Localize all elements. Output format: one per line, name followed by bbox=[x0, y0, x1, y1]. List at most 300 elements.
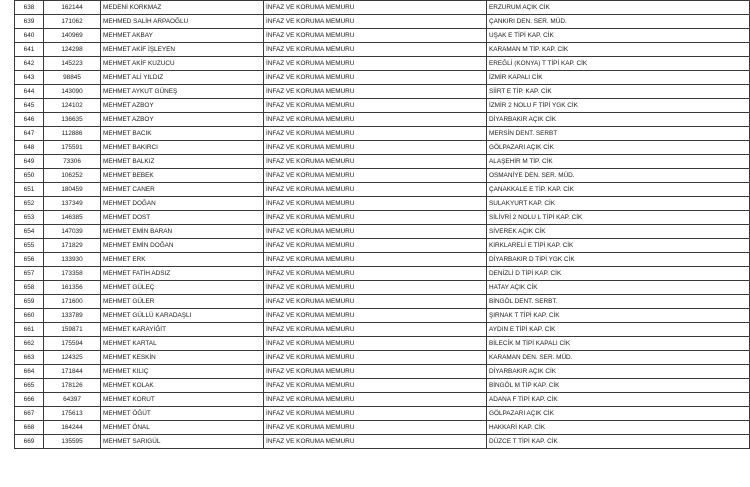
job-title: İNFAZ VE KORUMA MEMURU bbox=[266, 46, 355, 53]
row-number-cell bbox=[15, 141, 44, 155]
full-name-cell bbox=[101, 323, 264, 337]
registry-number-cell bbox=[44, 281, 101, 295]
full-name: MEHMET EMİN DOĞAN bbox=[103, 242, 174, 249]
full-name-cell bbox=[101, 99, 264, 113]
full-name: MEHMET ÖĞÜT bbox=[103, 410, 151, 417]
institution-cell bbox=[487, 29, 750, 43]
table-row bbox=[15, 365, 750, 379]
row-number-cell bbox=[15, 323, 44, 337]
registry-number: 106252 bbox=[61, 172, 83, 179]
full-name: MEHMET AYKUT GÜNEŞ bbox=[103, 88, 178, 95]
institution: HAKKARİ KAP. CİK bbox=[489, 424, 545, 431]
row-number: 655 bbox=[23, 242, 35, 249]
full-name-cell bbox=[101, 71, 264, 85]
row-number: 658 bbox=[23, 284, 35, 291]
institution: BİNGÖL DENT. SERBT. bbox=[489, 298, 558, 305]
row-number: 647 bbox=[23, 130, 35, 137]
job-title-cell bbox=[264, 337, 487, 351]
full-name: MEHMET GÜLEÇ bbox=[103, 284, 155, 291]
registry-number: 124325 bbox=[61, 354, 83, 361]
table-row bbox=[15, 309, 750, 323]
row-number: 640 bbox=[23, 32, 35, 39]
job-title-cell bbox=[264, 43, 487, 57]
registry-number: 124102 bbox=[61, 102, 83, 109]
job-title: İNFAZ VE KORUMA MEMURU bbox=[266, 88, 355, 95]
job-title-cell bbox=[264, 1, 487, 15]
registry-number: 133930 bbox=[61, 256, 83, 263]
institution: DÜZCE T TİPİ KAP. CİK bbox=[489, 438, 558, 445]
registry-number-cell bbox=[44, 267, 101, 281]
row-number-cell bbox=[15, 309, 44, 323]
institution: KARAMAN DEN. SER. MÜD. bbox=[489, 354, 573, 361]
job-title: İNFAZ VE KORUMA MEMURU bbox=[266, 438, 355, 445]
full-name: MEHMET AKİF İŞLEYEN bbox=[103, 46, 175, 53]
row-number: 667 bbox=[23, 410, 35, 417]
institution-cell bbox=[487, 99, 750, 113]
registry-number: 175591 bbox=[61, 144, 83, 151]
row-number: 645 bbox=[23, 102, 35, 109]
registry-number: 175594 bbox=[61, 340, 83, 347]
job-title-cell bbox=[264, 57, 487, 71]
row-number: 662 bbox=[23, 340, 35, 347]
row-number: 642 bbox=[23, 60, 35, 67]
full-name-cell bbox=[101, 337, 264, 351]
registry-number-cell bbox=[44, 379, 101, 393]
institution-cell bbox=[487, 351, 750, 365]
row-number-cell bbox=[15, 379, 44, 393]
registry-number: 173358 bbox=[61, 270, 83, 277]
institution: SULAKYURT KAP. CİK bbox=[489, 200, 556, 207]
registry-number: 180459 bbox=[61, 186, 83, 193]
institution: GÖLPAZARI AÇIK CİK bbox=[489, 410, 554, 417]
full-name: MEHMET CANER bbox=[103, 186, 155, 193]
job-title-cell bbox=[264, 71, 487, 85]
registry-number: 178126 bbox=[61, 382, 83, 389]
registry-number-cell bbox=[44, 43, 101, 57]
job-title-cell bbox=[264, 183, 487, 197]
registry-number-cell bbox=[44, 309, 101, 323]
full-name-cell bbox=[101, 29, 264, 43]
institution-cell bbox=[487, 1, 750, 15]
job-title-cell bbox=[264, 99, 487, 113]
registry-number-cell bbox=[44, 435, 101, 449]
registry-number-cell bbox=[44, 71, 101, 85]
institution-cell bbox=[487, 15, 750, 29]
institution-cell bbox=[487, 197, 750, 211]
job-title: İNFAZ VE KORUMA MEMURU bbox=[266, 368, 355, 375]
row-number: 661 bbox=[23, 326, 35, 333]
table-row bbox=[15, 141, 750, 155]
registry-number: 159871 bbox=[61, 326, 83, 333]
row-number: 665 bbox=[23, 382, 35, 389]
row-number: 664 bbox=[23, 368, 35, 375]
institution-cell bbox=[487, 267, 750, 281]
full-name-cell bbox=[101, 141, 264, 155]
row-number-cell bbox=[15, 43, 44, 57]
job-title: İNFAZ VE KORUMA MEMURU bbox=[266, 256, 355, 263]
row-number-cell bbox=[15, 253, 44, 267]
personnel-table bbox=[14, 0, 750, 449]
full-name: MEHMET FATİH ADSIZ bbox=[103, 270, 171, 277]
registry-number-cell bbox=[44, 295, 101, 309]
job-title: İNFAZ VE KORUMA MEMURU bbox=[266, 242, 355, 249]
full-name: MEHMET AZBOY bbox=[103, 102, 154, 109]
job-title: İNFAZ VE KORUMA MEMURU bbox=[266, 312, 355, 319]
job-title-cell bbox=[264, 155, 487, 169]
row-number: 666 bbox=[23, 396, 35, 403]
institution-cell bbox=[487, 141, 750, 155]
institution-cell bbox=[487, 379, 750, 393]
table-row bbox=[15, 1, 750, 15]
job-title-cell bbox=[264, 309, 487, 323]
full-name: MEHMET DOST bbox=[103, 214, 151, 221]
row-number-cell bbox=[15, 211, 44, 225]
registry-number: 124298 bbox=[61, 46, 83, 53]
job-title: İNFAZ VE KORUMA MEMURU bbox=[266, 116, 355, 123]
full-name: MEHMET KARAYİĞİT bbox=[103, 326, 166, 333]
full-name-cell bbox=[101, 197, 264, 211]
registry-number-cell bbox=[44, 85, 101, 99]
job-title: İNFAZ VE KORUMA MEMURU bbox=[266, 200, 355, 207]
institution-cell bbox=[487, 421, 750, 435]
table-row bbox=[15, 351, 750, 365]
institution: ERZURUM AÇIK CİK bbox=[489, 4, 550, 11]
full-name: MEHMET DOĞAN bbox=[103, 200, 156, 207]
institution-cell bbox=[487, 393, 750, 407]
full-name-cell bbox=[101, 295, 264, 309]
job-title: İNFAZ VE KORUMA MEMURU bbox=[266, 4, 355, 11]
registry-number-cell bbox=[44, 141, 101, 155]
full-name: MEHMET KORUT bbox=[103, 396, 155, 403]
full-name: MEHMET KILIÇ bbox=[103, 368, 149, 375]
institution: ADANA F TİPİ KAP. CİK bbox=[489, 396, 558, 403]
row-number-cell bbox=[15, 393, 44, 407]
table-row bbox=[15, 15, 750, 29]
row-number: 649 bbox=[23, 158, 35, 165]
full-name-cell bbox=[101, 1, 264, 15]
document-page bbox=[14, 0, 744, 470]
registry-number: 136635 bbox=[61, 116, 83, 123]
full-name: MEHMET BEBEK bbox=[103, 172, 154, 179]
job-title: İNFAZ VE KORUMA MEMURU bbox=[266, 326, 355, 333]
row-number-cell bbox=[15, 183, 44, 197]
institution: İZMİR 2 NOLU F TİPİ YGK CİK bbox=[489, 102, 578, 109]
job-title: İNFAZ VE KORUMA MEMURU bbox=[266, 102, 355, 109]
registry-number-cell bbox=[44, 239, 101, 253]
table-row bbox=[15, 71, 750, 85]
job-title-cell bbox=[264, 281, 487, 295]
job-title-cell bbox=[264, 239, 487, 253]
row-number-cell bbox=[15, 421, 44, 435]
full-name: MEHMET GÜLLÜ KARADAŞLI bbox=[103, 312, 192, 319]
job-title-cell bbox=[264, 85, 487, 99]
institution-cell bbox=[487, 169, 750, 183]
row-number-cell bbox=[15, 267, 44, 281]
job-title-cell bbox=[264, 407, 487, 421]
institution: BİLECİK M TİPİ KAPALI CİK bbox=[489, 340, 571, 347]
registry-number-cell bbox=[44, 1, 101, 15]
full-name: MEHMET KESKİN bbox=[103, 354, 156, 361]
job-title-cell bbox=[264, 365, 487, 379]
row-number-cell bbox=[15, 113, 44, 127]
institution-cell bbox=[487, 309, 750, 323]
table-row bbox=[15, 253, 750, 267]
job-title: İNFAZ VE KORUMA MEMURU bbox=[266, 172, 355, 179]
table-row bbox=[15, 337, 750, 351]
institution: DİYARBAKIR AÇIK CİK bbox=[489, 116, 557, 123]
row-number: 646 bbox=[23, 116, 35, 123]
full-name-cell bbox=[101, 43, 264, 57]
job-title: İNFAZ VE KORUMA MEMURU bbox=[266, 410, 355, 417]
registry-number-cell bbox=[44, 225, 101, 239]
full-name: MEHMET AZBOY bbox=[103, 116, 154, 123]
full-name: MEHMET KARTAL bbox=[103, 340, 157, 347]
table-row bbox=[15, 29, 750, 43]
job-title: İNFAZ VE KORUMA MEMURU bbox=[266, 284, 355, 291]
full-name: MEHMET AKİF KUZUCU bbox=[103, 60, 175, 67]
job-title: İNFAZ VE KORUMA MEMURU bbox=[266, 32, 355, 39]
job-title-cell bbox=[264, 421, 487, 435]
table-body bbox=[15, 1, 750, 449]
full-name-cell bbox=[101, 379, 264, 393]
registry-number-cell bbox=[44, 183, 101, 197]
institution-cell bbox=[487, 43, 750, 57]
table-row bbox=[15, 57, 750, 71]
full-name: MEHMET BAKIRCI bbox=[103, 144, 158, 151]
row-number-cell bbox=[15, 337, 44, 351]
job-title: İNFAZ VE KORUMA MEMURU bbox=[266, 354, 355, 361]
row-number: 639 bbox=[23, 18, 35, 25]
job-title-cell bbox=[264, 113, 487, 127]
job-title: İNFAZ VE KORUMA MEMURU bbox=[266, 186, 355, 193]
job-title-cell bbox=[264, 197, 487, 211]
job-title-cell bbox=[264, 323, 487, 337]
job-title: İNFAZ VE KORUMA MEMURU bbox=[266, 60, 355, 67]
job-title-cell bbox=[264, 253, 487, 267]
job-title: İNFAZ VE KORUMA MEMURU bbox=[266, 144, 355, 151]
institution-cell bbox=[487, 211, 750, 225]
institution-cell bbox=[487, 337, 750, 351]
row-number: 654 bbox=[23, 228, 35, 235]
table-row bbox=[15, 127, 750, 141]
registry-number-cell bbox=[44, 421, 101, 435]
row-number: 657 bbox=[23, 270, 35, 277]
registry-number: 171844 bbox=[61, 368, 83, 375]
registry-number-cell bbox=[44, 393, 101, 407]
row-number: 644 bbox=[23, 88, 35, 95]
row-number-cell bbox=[15, 295, 44, 309]
institution: SİVEREK AÇIK CİK bbox=[489, 228, 546, 235]
full-name-cell bbox=[101, 155, 264, 169]
registry-number-cell bbox=[44, 323, 101, 337]
registry-number: 171600 bbox=[61, 298, 83, 305]
registry-number-cell bbox=[44, 57, 101, 71]
full-name: MEHMET ALİ YILDIZ bbox=[103, 74, 164, 81]
job-title: İNFAZ VE KORUMA MEMURU bbox=[266, 228, 355, 235]
registry-number: 162144 bbox=[61, 4, 83, 11]
full-name-cell bbox=[101, 393, 264, 407]
full-name: MEHMET GÜLER bbox=[103, 298, 155, 305]
full-name: MEHMET ERK bbox=[103, 256, 146, 263]
table-row bbox=[15, 239, 750, 253]
job-title: İNFAZ VE KORUMA MEMURU bbox=[266, 214, 355, 221]
table-row bbox=[15, 85, 750, 99]
full-name-cell bbox=[101, 85, 264, 99]
full-name-cell bbox=[101, 365, 264, 379]
table-row bbox=[15, 379, 750, 393]
registry-number: 140969 bbox=[61, 32, 83, 39]
job-title: İNFAZ VE KORUMA MEMURU bbox=[266, 74, 355, 81]
full-name: MEHMET BACIK bbox=[103, 130, 152, 137]
institution-cell bbox=[487, 113, 750, 127]
row-number: 650 bbox=[23, 172, 35, 179]
registry-number: 171829 bbox=[61, 242, 83, 249]
full-name: MEHMET EMİN BARAN bbox=[103, 228, 173, 235]
row-number-cell bbox=[15, 365, 44, 379]
full-name: MEHMET KOLAK bbox=[103, 382, 154, 389]
job-title: İNFAZ VE KORUMA MEMURU bbox=[266, 158, 355, 165]
job-title-cell bbox=[264, 169, 487, 183]
row-number: 648 bbox=[23, 144, 35, 151]
full-name: MEHMET SARIGÜL bbox=[103, 438, 161, 445]
job-title: İNFAZ VE KORUMA MEMURU bbox=[266, 424, 355, 431]
table-row bbox=[15, 211, 750, 225]
institution: ÇANKIRI DEN. SER. MÜD. bbox=[489, 18, 567, 25]
row-number-cell bbox=[15, 57, 44, 71]
job-title-cell bbox=[264, 29, 487, 43]
full-name-cell bbox=[101, 239, 264, 253]
row-number-cell bbox=[15, 351, 44, 365]
registry-number: 98845 bbox=[63, 74, 81, 81]
institution-cell bbox=[487, 127, 750, 141]
registry-number-cell bbox=[44, 365, 101, 379]
row-number-cell bbox=[15, 127, 44, 141]
row-number: 638 bbox=[23, 4, 35, 11]
job-title-cell bbox=[264, 393, 487, 407]
institution-cell bbox=[487, 183, 750, 197]
job-title-cell bbox=[264, 435, 487, 449]
row-number: 643 bbox=[23, 74, 35, 81]
row-number-cell bbox=[15, 99, 44, 113]
institution: SİİRT E TİP. KAP. CİK bbox=[489, 88, 552, 95]
table-row bbox=[15, 225, 750, 239]
job-title-cell bbox=[264, 225, 487, 239]
institution: OSMANİYE DEN. SER. MÜD. bbox=[489, 172, 575, 179]
row-number-cell bbox=[15, 29, 44, 43]
row-number-cell bbox=[15, 1, 44, 15]
job-title-cell bbox=[264, 351, 487, 365]
row-number-cell bbox=[15, 281, 44, 295]
row-number: 669 bbox=[23, 438, 35, 445]
job-title: İNFAZ VE KORUMA MEMURU bbox=[266, 18, 355, 25]
row-number: 653 bbox=[23, 214, 35, 221]
institution-cell bbox=[487, 323, 750, 337]
institution-cell bbox=[487, 295, 750, 309]
registry-number: 64397 bbox=[63, 396, 81, 403]
row-number: 663 bbox=[23, 354, 35, 361]
registry-number: 145223 bbox=[61, 60, 83, 67]
institution: EREĞLİ (KONYA) T TİPİ KAP. CİK bbox=[489, 60, 588, 67]
row-number-cell bbox=[15, 407, 44, 421]
full-name-cell bbox=[101, 267, 264, 281]
registry-number-cell bbox=[44, 197, 101, 211]
job-title-cell bbox=[264, 379, 487, 393]
institution-cell bbox=[487, 71, 750, 85]
full-name-cell bbox=[101, 211, 264, 225]
registry-number-cell bbox=[44, 15, 101, 29]
job-title: İNFAZ VE KORUMA MEMURU bbox=[266, 270, 355, 277]
row-number-cell bbox=[15, 435, 44, 449]
job-title-cell bbox=[264, 267, 487, 281]
registry-number: 137349 bbox=[61, 200, 83, 207]
job-title-cell bbox=[264, 127, 487, 141]
registry-number: 171062 bbox=[61, 18, 83, 25]
full-name: MEHMET BALKIZ bbox=[103, 158, 155, 165]
registry-number: 147039 bbox=[61, 228, 83, 235]
table-row bbox=[15, 435, 750, 449]
institution-cell bbox=[487, 57, 750, 71]
row-number: 651 bbox=[23, 186, 35, 193]
row-number-cell bbox=[15, 169, 44, 183]
job-title: İNFAZ VE KORUMA MEMURU bbox=[266, 298, 355, 305]
job-title-cell bbox=[264, 211, 487, 225]
row-number: 659 bbox=[23, 298, 35, 305]
job-title: İNFAZ VE KORUMA MEMURU bbox=[266, 130, 355, 137]
row-number-cell bbox=[15, 197, 44, 211]
table-row bbox=[15, 267, 750, 281]
table-row bbox=[15, 197, 750, 211]
registry-number-cell bbox=[44, 155, 101, 169]
full-name-cell bbox=[101, 127, 264, 141]
table-row bbox=[15, 407, 750, 421]
full-name-cell bbox=[101, 15, 264, 29]
row-number-cell bbox=[15, 225, 44, 239]
institution: ALAŞEHİR M TİP. CİK bbox=[489, 158, 553, 165]
job-title-cell bbox=[264, 15, 487, 29]
table-row bbox=[15, 295, 750, 309]
institution: DENİZLİ D TİPİ KAP. CİK bbox=[489, 270, 562, 277]
registry-number: 135595 bbox=[61, 438, 83, 445]
registry-number-cell bbox=[44, 337, 101, 351]
row-number: 652 bbox=[23, 200, 35, 207]
registry-number-cell bbox=[44, 29, 101, 43]
registry-number-cell bbox=[44, 211, 101, 225]
registry-number-cell bbox=[44, 99, 101, 113]
registry-number-cell bbox=[44, 407, 101, 421]
registry-number-cell bbox=[44, 351, 101, 365]
registry-number: 164244 bbox=[61, 424, 83, 431]
full-name: MEHMET AKBAY bbox=[103, 32, 153, 39]
full-name-cell bbox=[101, 113, 264, 127]
institution-cell bbox=[487, 239, 750, 253]
institution-cell bbox=[487, 225, 750, 239]
registry-number-cell bbox=[44, 253, 101, 267]
institution: UŞAK E TİPİ KAP. CİK bbox=[489, 32, 554, 39]
row-number-cell bbox=[15, 155, 44, 169]
full-name-cell bbox=[101, 281, 264, 295]
institution: ÇANAKKALE E TİP. KAP. CİK bbox=[489, 186, 574, 193]
full-name: MEHMED SALİH ARPAOĞLU bbox=[103, 18, 189, 25]
registry-number: 161356 bbox=[61, 284, 83, 291]
institution: MERSİN DENT. SERBT bbox=[489, 130, 558, 137]
registry-number: 175613 bbox=[61, 410, 83, 417]
table-row bbox=[15, 169, 750, 183]
institution: SİLİVRİ 2 NOLU L TİPİ KAP. CİK bbox=[489, 214, 583, 221]
table-row bbox=[15, 113, 750, 127]
institution: İZMİR KAPALI CİK bbox=[489, 74, 543, 81]
institution: AYDIN E TİPİ KAP. CİK bbox=[489, 326, 556, 333]
row-number: 641 bbox=[23, 46, 35, 53]
